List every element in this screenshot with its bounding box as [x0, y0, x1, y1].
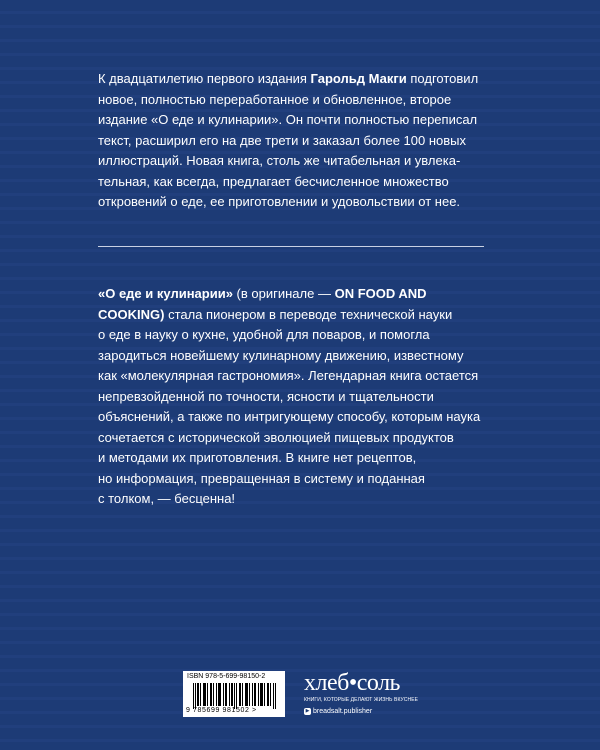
text-line: издание «О еде и кулинарии». Он почти полностью переписал — [98, 112, 478, 127]
bold-text: COOKING) — [98, 306, 165, 322]
text-line: и методами их приготовления. В книге нет рецептов, — [98, 450, 417, 465]
divider-line — [98, 246, 484, 247]
text-line: непревзойденной по точности, ясности и тщательности — [98, 388, 434, 404]
publisher-block — [304, 671, 418, 715]
text-line: К двадцатилетию первого издания Гарольд Макги подготовил — [98, 71, 479, 86]
bold-text: «О еде и кулинарии» — [98, 286, 233, 301]
text-line: с толком, — бесценна! — [98, 491, 236, 506]
barcode-block — [183, 671, 285, 717]
text-line: иллюстраций. Новая книга, столь же читабельная и увлека- — [98, 153, 461, 168]
website-text: breadsalt.publisher — [313, 708, 373, 715]
text-line: COOKING) стала пионером в переводе технической науки — [98, 306, 453, 322]
bold-text: ON FOOD AND — [334, 286, 427, 301]
text-line: зародиться новейшему кулинарному движению, известному — [98, 347, 464, 363]
barcode-digits: 9 785699 981502 > — [186, 707, 257, 714]
text-line: «О еде и кулинарии» (в оригинале — ON FOOD AND — [98, 286, 427, 301]
bold-text: Гарольд Макги — [310, 71, 407, 86]
publisher-tagline: КНИГИ, КОТОРЫЕ ДЕЛАЮТ ЖИЗНЬ ВКУСНЕЕ — [304, 697, 419, 703]
text-line: тельная, как всегда, предлагает бесчисленное множество — [98, 173, 449, 189]
social-icon: ▶ — [305, 708, 310, 714]
text-line: как «молекулярная гастрономия». Легендарная книга остается — [98, 368, 479, 383]
barcode-icon — [193, 683, 277, 709]
text-line: объяснений, а также по интригующему способу, которым наука — [98, 409, 481, 424]
description-paragraph — [98, 284, 498, 510]
text-line: но информация, превращенная в систему и поданная — [98, 470, 425, 486]
text-line: текст, расширил его на две трети и заказал более 100 новых — [98, 132, 467, 148]
text-line: сочетается с исторической эволюцией пищевых продуктов — [98, 429, 454, 445]
text-line: откровений о еде, ее приготовлении и удовольствии от нее. — [98, 194, 461, 209]
publisher-website — [304, 708, 418, 715]
text-line: о еде в науку о кухне, удобной для поваров, и помогла — [98, 327, 430, 342]
isbn-text: ISBN 978-5-699-98150-2 — [187, 673, 266, 680]
publisher-logo: хлеб•соль — [304, 670, 400, 696]
text-line: новое, полностью переработанное и обновленное, второе — [98, 91, 452, 107]
intro-paragraph — [98, 69, 498, 213]
